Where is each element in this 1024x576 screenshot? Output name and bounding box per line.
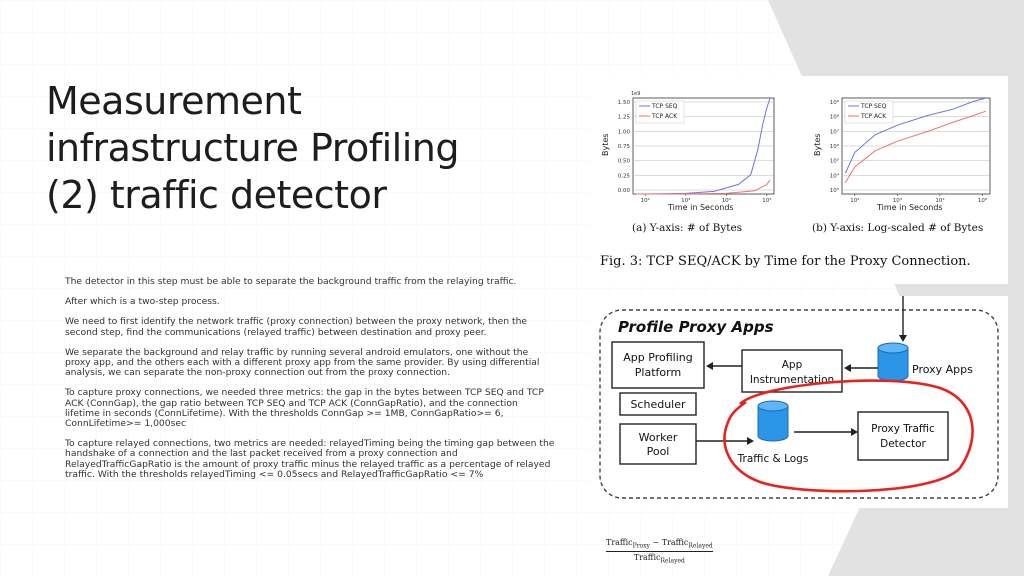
- y-tick-label: 0.75: [617, 144, 630, 150]
- worker-pool-label: Worker: [638, 431, 678, 444]
- subcaption-a: (a) Y-axis: # of Bytes: [632, 222, 743, 234]
- chart-a-scale-note: 1e9: [631, 91, 641, 97]
- chart-b-legend-seq: TCP SEQ: [861, 103, 887, 110]
- chart-b: [813, 98, 990, 212]
- y-tick-label: 10⁹: [829, 100, 839, 106]
- arrow-head: [844, 364, 851, 372]
- y-tick-label: 0.50: [617, 158, 630, 165]
- traffic-logs-store: [758, 401, 788, 441]
- charts-figure: [590, 76, 1008, 284]
- proxy-traffic-detector-box: [858, 412, 948, 460]
- x-tick-label: 10³: [681, 198, 691, 204]
- paragraph: We need to first identify the network traffic (proxy connection) between the proxy network, then the second step, find the communications (relayed traffic) between destination and proxy peer.: [65, 316, 528, 338]
- chart-b-legend: [845, 101, 893, 123]
- x-tick-label: 10⁴: [935, 198, 945, 204]
- subcaption-b: (b) Y-axis: Log-scaled # of Bytes: [812, 222, 984, 234]
- proxy-apps-label: Proxy Apps: [912, 363, 973, 376]
- y-tick-label: 10⁴: [829, 173, 839, 180]
- formula-sub: Relayed: [688, 542, 713, 550]
- app-instrumentation-label: Instrumentation: [749, 374, 835, 386]
- x-tick-label: 10⁵: [762, 198, 772, 204]
- paragraph: To capture relayed connections, two metrics are needed: relayedTiming being the timing gap between the handshake of a connection and the last packet received from a proxy connection and RelayedTrafficGapRatio is the amount of proxy traffic minus the relayed traffic as a percentage of relayed traffic. With the thresholds relayedTiming <= 0.05secs and RelayedTrafficGapRatio <= 7%: [65, 438, 555, 480]
- y-tick-label: 1.50: [617, 100, 630, 106]
- title-line: infrastructure Profiling: [46, 126, 459, 170]
- y-tick-label: 10⁷: [829, 129, 839, 136]
- slide-title: [46, 78, 566, 219]
- chart-a: [601, 91, 774, 212]
- app-profiling-label: App Profiling: [623, 351, 693, 364]
- traffic-logs-label: Traffic & Logs: [737, 453, 809, 465]
- x-tick-label: 10²: [640, 198, 650, 204]
- proxy-apps-store: [878, 343, 908, 381]
- y-tick-label: 0.25: [617, 173, 630, 180]
- chart-a-legend: [636, 101, 684, 123]
- formula-sub: Proxy: [632, 542, 650, 550]
- y-tick-label: 10⁸: [829, 114, 839, 121]
- architecture-diagram: [590, 296, 1008, 508]
- paragraph: To capture proxy connections, we needed three metrics: the gap in the bytes between TCP SEQ and TCP ACK (ConnGap), the gap ratio between TCP SEQ and TCP ACK (ConnGapRatio), and the connection lifetime in seconds (ConnLifetime). With the thresholds ConnGap >= 1MB, ConnGapRatio>= 6, ConnLifetime>= 1,000sec: [65, 387, 544, 430]
- x-tick-label: 10²: [850, 198, 860, 204]
- formula-term: Traffic: [606, 538, 633, 547]
- y-tick-label: 10⁶: [829, 144, 839, 150]
- detector-label: Detector: [880, 438, 926, 450]
- figure-panel: [590, 76, 1008, 284]
- arrow-head: [851, 428, 858, 436]
- body-text: [65, 277, 555, 490]
- worker-pool-label: Pool: [646, 445, 670, 458]
- title-line: Measurement: [46, 79, 302, 123]
- x-tick-label: 10⁴: [721, 198, 731, 204]
- paragraph: The detector in this step must be able to separate the background traffic from the relaying traffic.: [65, 276, 517, 287]
- app-instrumentation-label: App: [781, 359, 803, 371]
- chart-b-legend-ack: TCP ACK: [861, 113, 887, 120]
- arrow-head: [747, 437, 754, 445]
- chart-b-xlabel: Time in Seconds: [877, 203, 943, 212]
- y-tick-label: 0.00: [617, 188, 630, 194]
- app-profiling-box: [612, 342, 704, 388]
- chart-a-ylabel: Bytes: [601, 133, 610, 156]
- x-tick-label: 10³: [892, 198, 902, 204]
- paragraph: After which is a two-step process.: [65, 296, 220, 308]
- app-profiling-label: Platform: [634, 366, 682, 379]
- arrow-head: [706, 362, 713, 370]
- y-tick-label: 10⁵: [829, 158, 839, 165]
- chart-a-xlabel: Time in Seconds: [668, 203, 734, 212]
- ratio-formula: [606, 538, 713, 564]
- x-tick-label: 10⁵: [977, 198, 988, 204]
- chart-b-ylabel: Bytes: [813, 133, 822, 156]
- formula-term: Traffic: [633, 552, 661, 562]
- diagram-title: Profile Proxy Apps: [618, 318, 774, 336]
- paragraph: We separate the background and relay traffic by running several android emulators, one without the proxy app, and the others each with a different proxy app from the same provider. By using differential analysis, we can separate the non-proxy connection out from the proxy connection.: [65, 346, 540, 379]
- title-line: (2) traffic detector: [46, 173, 387, 217]
- arrow-head: [899, 335, 907, 342]
- y-tick-label: 10³: [829, 188, 839, 194]
- scheduler-label: Scheduler: [630, 398, 686, 411]
- worker-pool-box: [620, 424, 696, 464]
- chart-a-legend-seq: TCP SEQ: [652, 103, 678, 110]
- figure-caption: Fig. 3: TCP SEQ/ACK by Time for the Proxy Connection.: [600, 254, 971, 269]
- y-tick-label: 1.25: [617, 114, 630, 121]
- diagram-panel: [590, 296, 1008, 508]
- y-tick-label: 1.00: [617, 129, 630, 136]
- formula-term: − Traffic: [649, 538, 689, 547]
- formula-sub: Relayed: [660, 557, 685, 565]
- detector-label: Proxy Traffic: [871, 423, 935, 435]
- chart-a-legend-ack: TCP ACK: [652, 113, 678, 120]
